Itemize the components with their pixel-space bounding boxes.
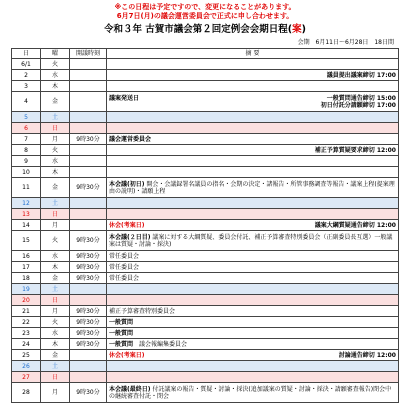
table-row <box>12 198 399 209</box>
row-day: 17 <box>12 262 41 273</box>
session-period <box>294 39 394 47</box>
table-row <box>12 328 399 339</box>
row-weekday: 月 <box>41 220 70 231</box>
row-summary <box>107 306 399 317</box>
event-text: 常任委員会 <box>109 263 140 271</box>
event-text: 一般質問 <box>109 329 134 337</box>
row-time: 9時30分 <box>70 383 107 403</box>
table-row <box>12 70 399 81</box>
row-summary <box>107 145 399 156</box>
row-time: 9時30分 <box>70 273 107 284</box>
row-summary <box>107 372 399 383</box>
row-weekday: 月 <box>41 306 70 317</box>
row-summary <box>107 295 399 306</box>
row-weekday: 日 <box>41 209 70 220</box>
table-row <box>12 220 399 231</box>
row-summary <box>107 328 399 339</box>
session-detail: 議会報編集委員会 <box>133 340 188 348</box>
event-text: 補正予算審査特別委員会 <box>109 307 176 315</box>
row-time <box>70 112 107 123</box>
row-day: 12 <box>12 198 41 209</box>
header-weekday: 曜 <box>41 49 70 59</box>
row-time: 9時30分 <box>70 317 107 328</box>
row-weekday: 金 <box>41 273 70 284</box>
row-time <box>70 284 107 295</box>
row-summary <box>107 361 399 372</box>
row-summary <box>107 251 399 262</box>
row-time: 9時30分 <box>70 231 107 251</box>
row-day: 22 <box>12 317 41 328</box>
row-time <box>70 92 107 112</box>
row-weekday: 水 <box>41 156 70 167</box>
row-time <box>70 123 107 134</box>
row-weekday: 土 <box>41 284 70 295</box>
row-day: 24 <box>12 339 41 350</box>
table-row <box>12 178 399 198</box>
row-weekday: 金 <box>41 92 70 112</box>
page-title <box>0 24 410 36</box>
session-name: 本会議(初日) <box>109 180 145 188</box>
row-time <box>70 145 107 156</box>
row-summary <box>107 198 399 209</box>
row-day: 21 <box>12 306 41 317</box>
session-name: 本会議(２日目) <box>109 233 151 241</box>
table-row <box>12 383 399 403</box>
row-summary <box>107 167 399 178</box>
table-row <box>12 361 399 372</box>
draft-mark: 案 <box>292 24 302 35</box>
event-text: 常任委員会 <box>109 274 140 282</box>
deadline-text: 議案大綱質疑通告締切 12:00 <box>314 221 396 229</box>
row-time: 9時30分 <box>70 134 107 145</box>
schedule-table <box>11 48 399 403</box>
row-day: 28 <box>12 383 41 403</box>
table-row <box>12 273 399 284</box>
row-day: 11 <box>12 178 41 198</box>
title-main: 令和３年 古賀市議会第２回定例会会期日程( <box>103 24 293 35</box>
row-summary <box>107 284 399 295</box>
table-row <box>12 317 399 328</box>
row-time: 9時30分 <box>70 251 107 262</box>
event-text: 常任委員会 <box>109 252 140 260</box>
period-range: 6月11日～6月28日 <box>315 39 369 46</box>
session-name: 本会議(最終日) <box>109 385 151 393</box>
row-time <box>70 361 107 372</box>
deadline-text: 補正予算質疑要求締切 12:00 <box>314 146 396 154</box>
row-day: 6/1 <box>12 59 41 70</box>
row-day: 19 <box>12 284 41 295</box>
row-day: 6 <box>12 123 41 134</box>
row-time <box>70 81 107 92</box>
table-row <box>12 350 399 361</box>
row-summary <box>107 178 399 198</box>
row-summary <box>107 231 399 251</box>
row-time <box>70 350 107 361</box>
table-row <box>12 145 399 156</box>
row-time <box>70 198 107 209</box>
table-row <box>12 123 399 134</box>
session-detail: 議案に対する大綱質疑、委員会付託、補正予算審査特別委員会（正副委員長互選）一般議案は質疑・討論・採決) <box>109 233 393 248</box>
row-summary <box>107 59 399 70</box>
event-text: 休会(考案日) <box>109 221 145 229</box>
table-row <box>12 372 399 383</box>
header-summary: 摘 要 <box>107 49 399 59</box>
row-time: 9時30分 <box>70 262 107 273</box>
header-time: 開議時刻 <box>70 49 107 59</box>
row-weekday: 木 <box>41 167 70 178</box>
row-summary <box>107 123 399 134</box>
row-day: 2 <box>12 70 41 81</box>
title-end: ) <box>301 24 306 35</box>
row-summary <box>107 70 399 81</box>
table-row <box>12 251 399 262</box>
row-weekday: 火 <box>41 317 70 328</box>
event-text: 議会運営委員会 <box>109 135 152 143</box>
table-row <box>12 156 399 167</box>
row-summary <box>107 156 399 167</box>
period-days: 18日間 <box>374 39 394 46</box>
row-weekday: 火 <box>41 145 70 156</box>
row-day: 15 <box>12 231 41 251</box>
row-day: 3 <box>12 81 41 92</box>
period-label: 会期 <box>297 39 310 46</box>
row-day: 13 <box>12 209 41 220</box>
row-weekday: 火 <box>41 59 70 70</box>
header-day: 日 <box>12 49 41 59</box>
row-day: 5 <box>12 112 41 123</box>
table-row <box>12 209 399 220</box>
table-row <box>12 92 399 112</box>
row-weekday: 水 <box>41 251 70 262</box>
row-day: 7 <box>12 134 41 145</box>
table-row <box>12 306 399 317</box>
row-weekday: 土 <box>41 112 70 123</box>
row-summary <box>107 112 399 123</box>
row-summary <box>107 383 399 403</box>
event-text: 一般質問 <box>109 318 134 326</box>
row-weekday: 木 <box>41 262 70 273</box>
event-text: 議案発送日 <box>109 94 140 102</box>
row-time <box>70 295 107 306</box>
table-row <box>12 284 399 295</box>
change-notice: ※この日程は予定ですので、変更になることがあります。 <box>114 3 296 11</box>
table-row <box>12 59 399 70</box>
row-weekday: 土 <box>41 361 70 372</box>
row-weekday: 土 <box>41 198 70 209</box>
row-summary <box>107 81 399 92</box>
row-day: 26 <box>12 361 41 372</box>
row-weekday: 日 <box>41 123 70 134</box>
table-row <box>12 339 399 350</box>
table-row <box>12 231 399 251</box>
row-day: 4 <box>12 92 41 112</box>
table-row <box>12 134 399 145</box>
row-time <box>70 220 107 231</box>
agreement-notice: 6月7日(月)の議会運営委員会で正式に申し合わせます。 <box>116 12 294 20</box>
row-time: 9時30分 <box>70 178 107 198</box>
row-weekday: 日 <box>41 372 70 383</box>
table-row <box>12 167 399 178</box>
row-weekday: 木 <box>41 339 70 350</box>
row-day: 20 <box>12 295 41 306</box>
row-weekday: 木 <box>41 81 70 92</box>
table-row <box>12 295 399 306</box>
row-day: 27 <box>12 372 41 383</box>
row-day: 25 <box>12 350 41 361</box>
deadline-text: 討論通告締切 12:00 <box>338 351 396 359</box>
row-time <box>70 167 107 178</box>
table-row <box>12 112 399 123</box>
row-weekday: 水 <box>41 70 70 81</box>
row-weekday: 金 <box>41 178 70 198</box>
row-day: 16 <box>12 251 41 262</box>
row-weekday: 水 <box>41 328 70 339</box>
row-weekday: 月 <box>41 383 70 403</box>
session-detail: 付託議案の報告・質疑・討論・採決(追加議案の質疑・討論・採決・請願審査報告)閉会中の継続審査付託・閉会 <box>109 385 392 400</box>
event-text: 休会(考案日) <box>109 351 145 359</box>
row-day: 9 <box>12 156 41 167</box>
row-summary <box>107 220 399 231</box>
row-time <box>70 59 107 70</box>
row-summary <box>107 339 399 350</box>
row-weekday: 月 <box>41 134 70 145</box>
deadline-text: 議員提出議案締切 17:00 <box>326 71 396 79</box>
row-summary <box>107 317 399 328</box>
row-weekday: 日 <box>41 295 70 306</box>
table-row <box>12 81 399 92</box>
table-header-row <box>12 49 399 59</box>
row-time <box>70 209 107 220</box>
row-summary <box>107 262 399 273</box>
row-summary <box>107 350 399 361</box>
row-time: 9時30分 <box>70 339 107 350</box>
row-weekday: 金 <box>41 350 70 361</box>
row-time <box>70 156 107 167</box>
row-time: 9時30分 <box>70 306 107 317</box>
row-summary <box>107 92 399 112</box>
deadline-text: 一般質問通告締切 15:00 <box>326 94 396 102</box>
row-summary <box>107 273 399 284</box>
row-summary <box>107 209 399 220</box>
row-day: 10 <box>12 167 41 178</box>
session-detail: 開会・会議録署名議員の指名・会期の決定・諸報告・所管事務調査等報告・議案上程(提案理由の説明)・請願上程 <box>109 180 395 195</box>
table-row <box>12 262 399 273</box>
deadline-text: 初日付託分請願締切 17:00 <box>320 101 396 109</box>
row-day: 8 <box>12 145 41 156</box>
row-day: 14 <box>12 220 41 231</box>
row-summary <box>107 134 399 145</box>
row-day: 18 <box>12 273 41 284</box>
row-time: 9時30分 <box>70 328 107 339</box>
row-day: 23 <box>12 328 41 339</box>
schedule-body <box>12 59 399 403</box>
session-name: 一般質問 <box>109 340 134 348</box>
row-time <box>70 70 107 81</box>
row-weekday: 火 <box>41 231 70 251</box>
row-time <box>70 372 107 383</box>
